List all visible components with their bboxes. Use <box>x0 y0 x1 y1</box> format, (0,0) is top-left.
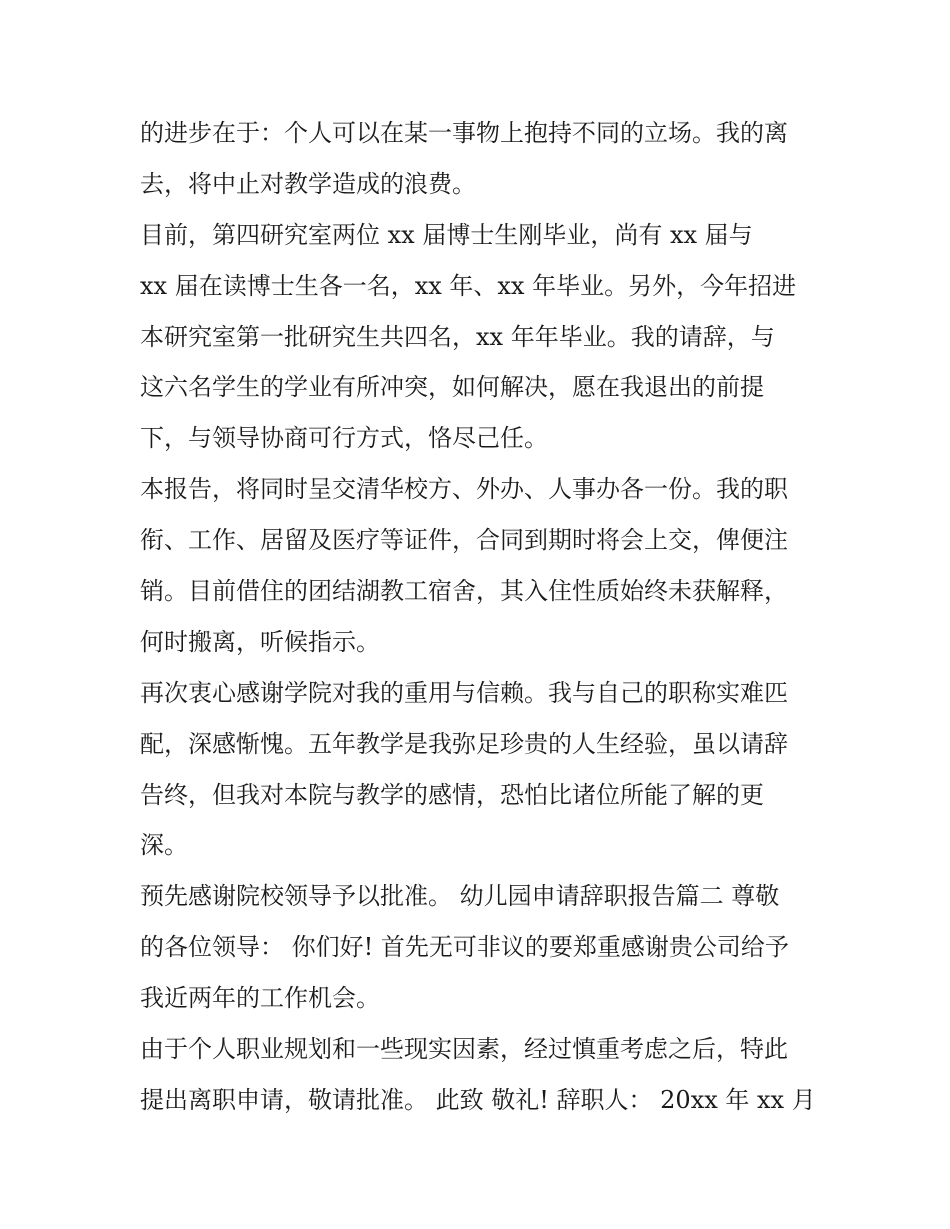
text-line: 销。目前借住的团结湖教工宿舍，其入住性质始终未获解释， <box>140 577 788 606</box>
text-line: 我近两年的工作机会。 <box>140 984 380 1013</box>
document-body <box>140 108 820 1126</box>
text-line: 本研究室第一批研究生共四名，xx 年年毕业。我的请辞，与 <box>140 322 775 351</box>
text-line: 下，与领导协商可行方式，恪尽己任。 <box>140 424 548 453</box>
text-line: 何时搬离，听候指示。 <box>140 627 380 656</box>
text-line: 再次衷心感谢学院对我的重用与信赖。我与自己的职称实难匹 <box>140 678 788 707</box>
text-line: 这六名学生的学业有所冲突，如何解决，愿在我退出的前提 <box>140 373 764 402</box>
text-line: 衔、工作、居留及医疗等证件，合同到期时将会上交，俾便注 <box>140 526 788 555</box>
text-line: xx 届在读博士生各一名，xx 年、xx 年毕业。另外，今年招进 <box>140 271 797 300</box>
text-line: 目前，第四研究室两位 xx 届博士生刚毕业，尚有 xx 届与 <box>140 220 753 249</box>
text-line: 告终，但我对本院与教学的感情，恐怕比诸位所能了解的更 <box>140 780 764 809</box>
text-line: 由于个人职业规划和一些现实因素，经过慎重考虑之后，特此 <box>140 1035 788 1064</box>
text-line: 深。 <box>140 831 188 860</box>
text-line: 配，深感惭愧。五年教学是我弥足珍贵的人生经验，虽以请辞 <box>140 729 788 758</box>
text-line: 的进步在于：个人可以在某一事物上抱持不同的立场。我的离 <box>140 119 788 147</box>
text-line: 预先感谢院校领导予以批准。 幼儿园申请辞职报告篇二 尊敬 <box>140 882 780 911</box>
text-line: 的各位领导： 你们好! 首先无可非议的要郑重感谢贵公司给予 <box>140 933 789 962</box>
text-line: 本报告，将同时呈交清华校方、外办、人事办各一份。我的职 <box>140 475 788 504</box>
text-line: 提出离职申请，敬请批准。 此致 敬礼! 辞职人： 20xx 年 xx 月 <box>140 1085 816 1114</box>
text-line: 去，将中止对教学造成的浪费。 <box>140 169 476 198</box>
